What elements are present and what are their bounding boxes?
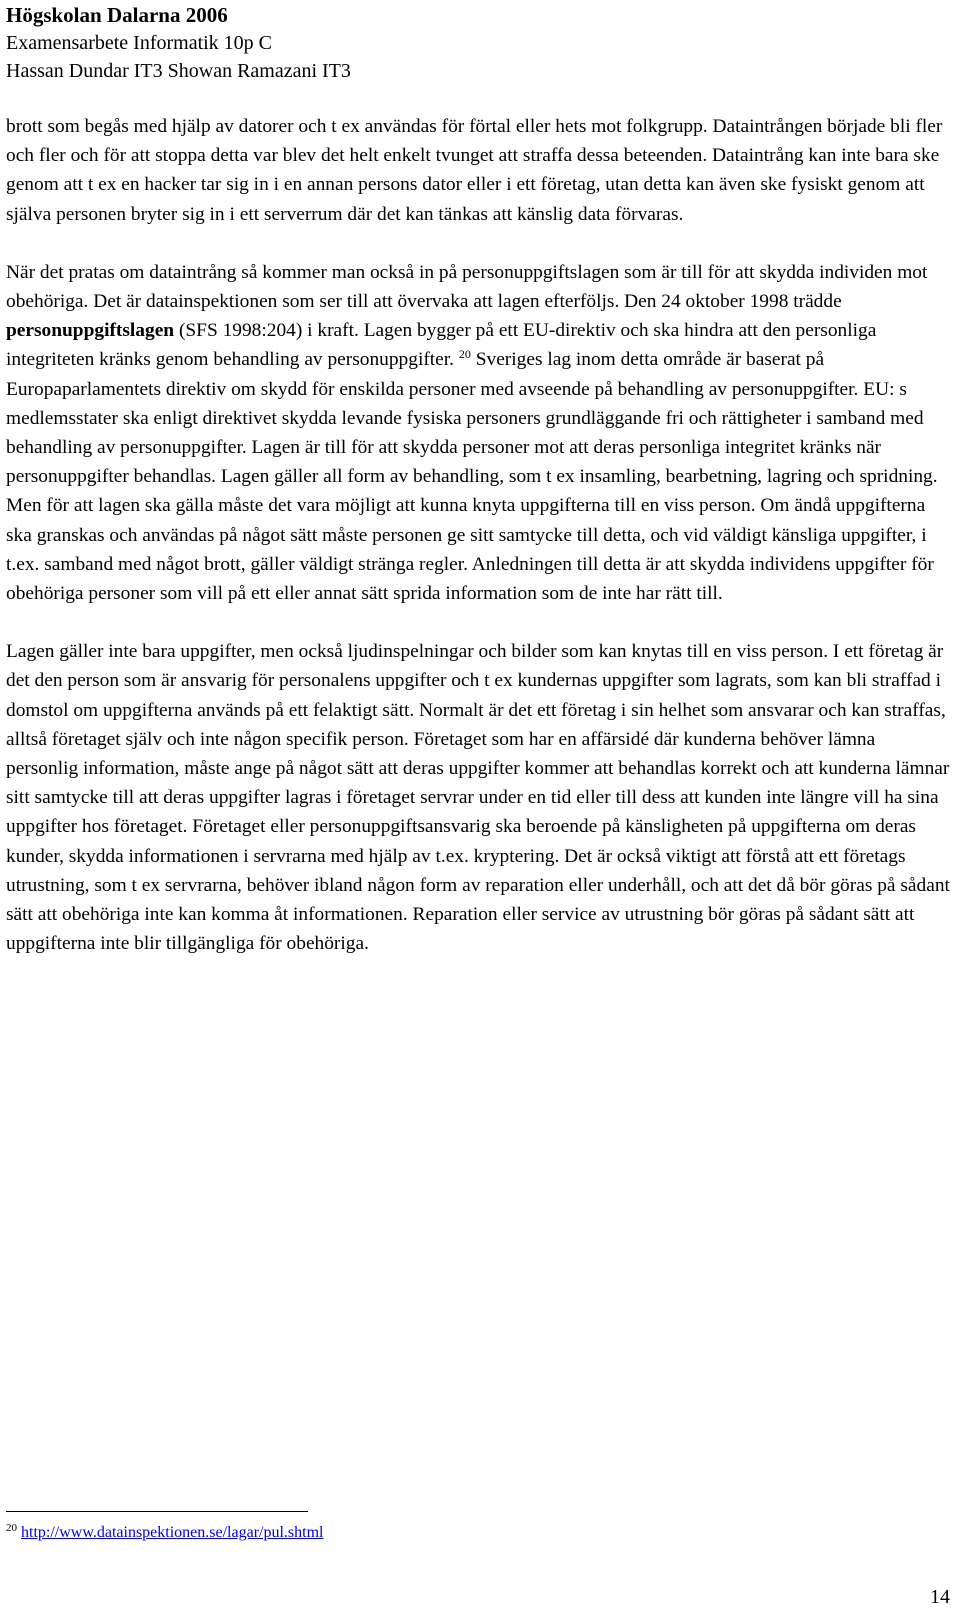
paragraph-2-part-c: Sveriges lag inom detta område är baserat på Europaparlamentets direktiv om skydd för enskilda personer med avseende på behandling av personuppgifter. EU: s medlemsstater ska enligt direktivet skydda levande fysiska personers grundläggande fri och rättigheter i samband med behandling av personuppgifter. Lagen är till för att skydda personer mot att deras personliga integritet kränks när personuppgifter behandlas. Lagen gäller all form av behandling, som t ex insamling, bearbetning, lagring och spridning. Men för att lagen ska gälla måste det vara möjligt att kunna knyta uppgifterna till en viss person. Om ändå uppgifterna ska granskas och användas på något sätt måste personen ge sitt samtycke till detta, och vid väldigt känsliga uppgifter, i t.ex. samband med något brott, gäller väldigt stränga regler. Anledningen till detta är att skydda individens uppgifter för obehöriga personer som vill på ett eller annat sätt sprida information som de inte har rätt till. [6,349,938,605]
header-institution: Högskolan Dalarna 2006 [6,3,228,27]
page-header [6,0,946,85]
header-course: Examensarbete Informatik 10p C [6,32,273,54]
paragraph-2-part-a: När det pratas om dataintrång så kommer man också in på personuppgiftslagen som är till för att skydda individen mot obehöriga. Det är datainspektionen som ser till att övervaka att lagen efterföljs. Den 24 oktober 1998 trädde [6,261,928,313]
footnote-reference[interactable]: 20 [458,347,471,362]
footnote-number: 20 [6,1522,17,1534]
bold-term: personuppgiftslagen [6,320,175,342]
page-number: 14 [930,1586,950,1608]
paragraph-2 [6,258,950,608]
paragraph-1: brott som begås med hjälp av datorer och t ex användas för förtal eller hets mot folkgrupp. Dataintrången började bli fler och fler och för att stoppa detta var blev det helt enkelt tvunget att straffa dessa beteenden. Dataintrång kan inte bara ske genom att t ex en hacker tar sig in i en annan persons dator eller i ett företag, utan detta kan även ske fysiskt genom att själva personen bryter sig in i ett serverrum där det kan tänkas att känslig data förvaras. [6,116,943,225]
paragraph-2-part-b: (SFS 1998:204) i kraft. Lagen bygger på ett EU-direktiv och ska hindra att den personliga integriteten kränks genom behandling av personuppgifter. [6,320,877,371]
header-authors: Hassan Dundar IT3 Showan Ramazani IT3 [6,60,351,82]
footnote-link[interactable]: http://www.datainspektionen.se/lagar/pul.shtml [21,1524,324,1541]
body-text [6,112,950,987]
paragraph-3: Lagen gäller inte bara uppgifter, men också ljudinspelningar och bilder som kan knytas till en viss person. I ett företag är det den person som är ansvarig för personalens uppgifter och t ex kundernas uppgifter som lagrats, som kan bli straffad i domstol om uppgifterna används på ett felaktigt sätt. Normalt är det ett företag i sin helhet som ansvarar och kan straffas, alltså företaget själv och inte någon specifik person. Företaget som har en affärsidé där kunderna behöver lämna personlig information, måste ange på något sätt att deras uppgifter kommer att behandlas korrekt och att kunderna lämnar sitt samtycke till att deras uppgifter lagras i företaget servrar under en tid eller till dess att kunden inte längre vill ha sina uppgifter hos företaget. Företaget eller personuppgiftsansvarig ska beroende på känsligheten på uppgifterna om deras kunder, skydda informationen i servrarna med hjälp av t.ex. kryptering. Det är också viktigt att förstå att ett företags utrustning, som t ex servrarna, behöver ibland någon form av reparation eller underhåll, och att det då bör göras på sådant sätt att obehöriga inte kan komma åt informationen. Reparation eller service av utrustning bör göras på sådant sätt att uppgifterna inte blir tillgängliga för obehöriga. [6,641,950,955]
footnote-separator [6,1511,308,1512]
footnote [6,1522,323,1544]
